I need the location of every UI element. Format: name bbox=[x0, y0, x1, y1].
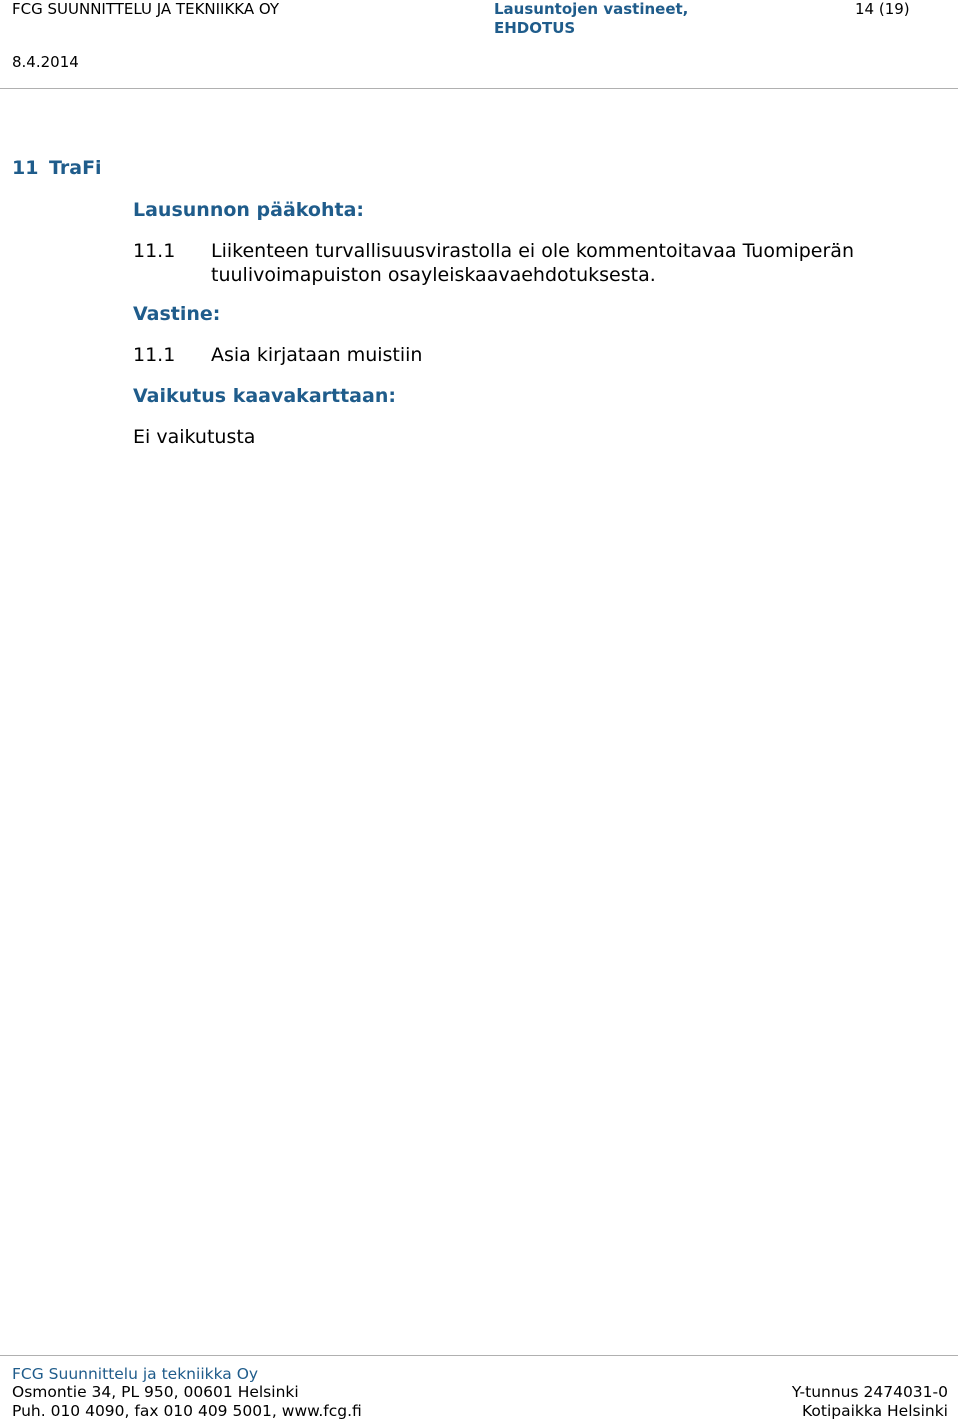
effect-heading: Vaikutus kaavakarttaan: bbox=[133, 385, 396, 407]
footer-address: Osmontie 34, PL 950, 00601 Helsinki bbox=[12, 1383, 299, 1401]
statement-text: Liikenteen turvallisuusvirastolla ei ole kommentoitavaa Tuomiperän tuulivoimapuiston osayleiskaavaehdotuksesta. bbox=[211, 240, 854, 286]
header-divider bbox=[0, 88, 958, 89]
response-heading: Vastine: bbox=[133, 303, 221, 325]
statement-number: 11.1 bbox=[133, 240, 176, 262]
footer-contact: Puh. 010 4090, fax 010 409 5001, www.fcg.fi bbox=[12, 1402, 362, 1420]
document-title-line1: Lausuntojen vastineet, bbox=[494, 0, 689, 18]
section-number: 11 bbox=[12, 157, 39, 179]
section-title: TraFi bbox=[49, 157, 102, 179]
response-number: 11.1 bbox=[133, 344, 176, 366]
section-heading bbox=[12, 157, 102, 179]
footer-business-id: Y-tunnus 2474031-0 bbox=[791, 1383, 948, 1401]
footer-company: FCG Suunnittelu ja tekniikka Oy bbox=[12, 1365, 259, 1383]
footer-domicile: Kotipaikka Helsinki bbox=[802, 1402, 948, 1420]
document-date: 8.4.2014 bbox=[12, 53, 79, 71]
response-text: Asia kirjataan muistiin bbox=[211, 344, 423, 366]
page-number: 14 (19) bbox=[855, 0, 910, 18]
document-title bbox=[494, 0, 688, 38]
statement-heading: Lausunnon pääkohta: bbox=[133, 199, 364, 221]
document-title-line2: EHDOTUS bbox=[494, 19, 576, 37]
footer-divider bbox=[0, 1355, 958, 1356]
effect-text: Ei vaikutusta bbox=[133, 426, 256, 448]
header-company: FCG SUUNNITTELU JA TEKNIIKKA OY bbox=[12, 0, 280, 18]
